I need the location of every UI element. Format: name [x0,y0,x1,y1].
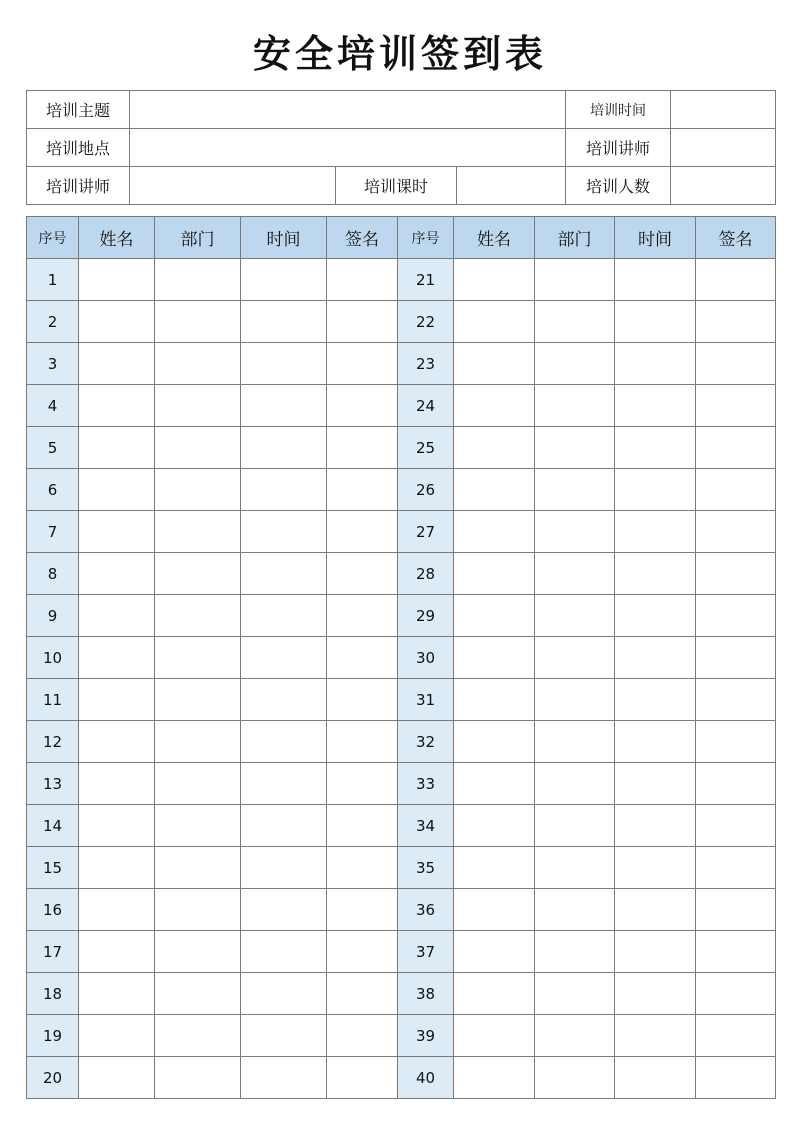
name-cell[interactable] [79,343,155,385]
table-row [27,343,776,385]
dept-cell[interactable] [535,931,615,973]
name-cell[interactable] [79,427,155,469]
name-cell[interactable] [454,637,535,679]
name-cell[interactable] [454,427,535,469]
time-cell[interactable] [241,385,327,427]
time-cell[interactable] [241,343,327,385]
sign-cell[interactable] [696,763,776,805]
header-name-left: 姓名 [79,217,155,259]
time-cell[interactable] [615,427,696,469]
dept-cell[interactable] [155,1015,241,1057]
sign-cell[interactable] [696,553,776,595]
time-cell[interactable] [615,595,696,637]
dept-cell[interactable] [535,1015,615,1057]
sign-cell[interactable] [696,301,776,343]
lecturer-value-field[interactable] [671,129,776,167]
seq-cell-left: 15 [27,847,79,889]
time-cell[interactable] [241,805,327,847]
dept-cell[interactable] [535,553,615,595]
time-cell[interactable] [615,553,696,595]
time-cell[interactable] [615,637,696,679]
seq-cell-left: 2 [27,301,79,343]
sign-cell[interactable] [327,511,398,553]
dept-cell[interactable] [535,679,615,721]
seq-cell-left: 6 [27,469,79,511]
time-cell[interactable] [241,679,327,721]
name-cell[interactable] [79,805,155,847]
topic-label: 培训主题 [27,91,130,129]
seq-cell-right: 21 [398,259,454,301]
sign-cell[interactable] [327,595,398,637]
table-row [27,679,776,721]
sign-cell[interactable] [327,553,398,595]
info-row-location [27,129,776,167]
table-row [27,931,776,973]
sign-cell[interactable] [327,259,398,301]
table-row [27,763,776,805]
time-label: 培训时间 [566,91,671,129]
table-row [27,595,776,637]
dept-cell[interactable] [155,595,241,637]
time-cell[interactable] [241,889,327,931]
sign-cell[interactable] [327,973,398,1015]
hours-value-field[interactable] [457,167,566,205]
seq-cell-right: 25 [398,427,454,469]
time-cell[interactable] [241,721,327,763]
dept-cell[interactable] [535,343,615,385]
dept-cell[interactable] [535,301,615,343]
topic-value-field[interactable] [130,91,566,129]
sign-cell[interactable] [696,511,776,553]
seq-cell-left: 8 [27,553,79,595]
table-row [27,553,776,595]
sign-cell[interactable] [696,385,776,427]
time-cell[interactable] [615,259,696,301]
seq-cell-left: 10 [27,637,79,679]
sign-cell[interactable] [696,427,776,469]
time-cell[interactable] [241,763,327,805]
dept-cell[interactable] [535,721,615,763]
time-cell[interactable] [241,553,327,595]
time-cell[interactable] [241,847,327,889]
dept-cell[interactable] [155,301,241,343]
sign-in-table [26,216,776,1099]
sign-cell[interactable] [327,637,398,679]
header-sign-left: 签名 [327,217,398,259]
table-row [27,721,776,763]
seq-cell-right: 40 [398,1057,454,1099]
name-cell[interactable] [454,385,535,427]
seq-cell-left: 3 [27,343,79,385]
dept-cell[interactable] [155,679,241,721]
time-cell[interactable] [241,469,327,511]
seq-cell-left: 4 [27,385,79,427]
sign-cell[interactable] [696,469,776,511]
sign-cell[interactable] [327,721,398,763]
sign-cell[interactable] [696,847,776,889]
seq-cell-right: 27 [398,511,454,553]
name-cell[interactable] [79,679,155,721]
dept-cell[interactable] [155,427,241,469]
time-cell[interactable] [615,385,696,427]
header-seq-right: 序号 [398,217,454,259]
sign-cell[interactable] [327,469,398,511]
time-cell[interactable] [615,889,696,931]
sign-table-body [27,259,776,1099]
sign-cell[interactable] [696,721,776,763]
time-value-field[interactable] [671,91,776,129]
dept-cell[interactable] [155,931,241,973]
table-row [27,637,776,679]
table-row [27,847,776,889]
header-dept-right: 部门 [535,217,615,259]
dept-cell[interactable] [155,973,241,1015]
training-info-table [26,90,776,205]
sign-cell[interactable] [327,1057,398,1099]
seq-cell-left: 20 [27,1057,79,1099]
sign-cell[interactable] [327,847,398,889]
sign-cell[interactable] [696,679,776,721]
table-row [27,259,776,301]
header-dept-left: 部门 [155,217,241,259]
table-row [27,427,776,469]
time-cell[interactable] [241,595,327,637]
name-cell[interactable] [79,721,155,763]
time-cell[interactable] [615,1015,696,1057]
dept-cell[interactable] [535,637,615,679]
table-row [27,301,776,343]
lecturer-value-field-2[interactable] [130,167,336,205]
name-cell[interactable] [454,805,535,847]
dept-cell[interactable] [535,889,615,931]
sign-cell[interactable] [327,805,398,847]
table-row [27,805,776,847]
sign-cell[interactable] [327,385,398,427]
name-cell[interactable] [454,595,535,637]
name-cell[interactable] [79,553,155,595]
name-cell[interactable] [454,301,535,343]
sign-cell[interactable] [696,805,776,847]
lecturer-label: 培训讲师 [566,129,671,167]
dept-cell[interactable] [155,721,241,763]
info-row-topic [27,91,776,129]
dept-cell[interactable] [155,889,241,931]
name-cell[interactable] [79,301,155,343]
dept-cell[interactable] [535,973,615,1015]
dept-cell[interactable] [535,385,615,427]
time-cell[interactable] [241,1015,327,1057]
seq-cell-right: 28 [398,553,454,595]
name-cell[interactable] [454,259,535,301]
seq-cell-left: 1 [27,259,79,301]
seq-cell-right: 30 [398,637,454,679]
name-cell[interactable] [454,553,535,595]
dept-cell[interactable] [535,427,615,469]
seq-cell-left: 9 [27,595,79,637]
name-cell[interactable] [454,763,535,805]
seq-cell-left: 5 [27,427,79,469]
sign-cell[interactable] [327,931,398,973]
name-cell[interactable] [454,1015,535,1057]
dept-cell[interactable] [535,595,615,637]
location-label: 培训地点 [27,129,130,167]
header-time-right: 时间 [615,217,696,259]
table-row [27,511,776,553]
seq-cell-right: 34 [398,805,454,847]
name-cell[interactable] [454,511,535,553]
table-row [27,1015,776,1057]
dept-cell[interactable] [535,805,615,847]
dept-cell[interactable] [155,469,241,511]
name-cell[interactable] [454,973,535,1015]
time-cell[interactable] [615,847,696,889]
name-cell[interactable] [79,511,155,553]
table-row [27,973,776,1015]
time-cell[interactable] [615,511,696,553]
seq-cell-left: 18 [27,973,79,1015]
name-cell[interactable] [454,889,535,931]
table-row [27,1057,776,1099]
name-cell[interactable] [454,931,535,973]
seq-cell-left: 16 [27,889,79,931]
dept-cell[interactable] [535,1057,615,1099]
time-cell[interactable] [615,805,696,847]
time-cell[interactable] [615,679,696,721]
time-cell[interactable] [615,763,696,805]
dept-cell[interactable] [535,259,615,301]
dept-cell[interactable] [155,763,241,805]
time-cell[interactable] [615,721,696,763]
time-cell[interactable] [241,301,327,343]
name-cell[interactable] [79,637,155,679]
seq-cell-left: 19 [27,1015,79,1057]
hours-label: 培训课时 [336,167,457,205]
sign-cell[interactable] [696,343,776,385]
time-cell[interactable] [241,511,327,553]
dept-cell[interactable] [155,259,241,301]
sign-cell[interactable] [696,637,776,679]
seq-cell-left: 11 [27,679,79,721]
name-cell[interactable] [454,847,535,889]
name-cell[interactable] [79,259,155,301]
dept-cell[interactable] [155,385,241,427]
sign-cell[interactable] [696,595,776,637]
seq-cell-right: 36 [398,889,454,931]
seq-cell-left: 14 [27,805,79,847]
seq-cell-right: 24 [398,385,454,427]
dept-cell[interactable] [535,763,615,805]
sign-cell[interactable] [696,931,776,973]
seq-cell-right: 37 [398,931,454,973]
dept-cell[interactable] [155,343,241,385]
table-header-row [27,217,776,259]
name-cell[interactable] [454,721,535,763]
seq-cell-right: 29 [398,595,454,637]
name-cell[interactable] [79,931,155,973]
name-cell[interactable] [454,469,535,511]
seq-cell-left: 13 [27,763,79,805]
dept-cell[interactable] [155,1057,241,1099]
seq-cell-right: 26 [398,469,454,511]
time-cell[interactable] [241,1057,327,1099]
table-row [27,385,776,427]
name-cell[interactable] [79,1015,155,1057]
sign-cell[interactable] [327,889,398,931]
dept-cell[interactable] [535,469,615,511]
sign-cell[interactable] [696,259,776,301]
time-cell[interactable] [241,427,327,469]
name-cell[interactable] [454,1057,535,1099]
name-cell[interactable] [454,679,535,721]
name-cell[interactable] [79,889,155,931]
count-label: 培训人数 [566,167,671,205]
time-cell[interactable] [615,1057,696,1099]
name-cell[interactable] [454,343,535,385]
time-cell[interactable] [615,301,696,343]
dept-cell[interactable] [535,511,615,553]
sign-cell[interactable] [327,343,398,385]
time-cell[interactable] [615,343,696,385]
dept-cell[interactable] [155,511,241,553]
time-cell[interactable] [615,973,696,1015]
name-cell[interactable] [79,847,155,889]
sign-cell[interactable] [696,889,776,931]
sign-cell[interactable] [327,301,398,343]
dept-cell[interactable] [155,637,241,679]
dept-cell[interactable] [155,805,241,847]
seq-cell-right: 31 [398,679,454,721]
seq-cell-right: 38 [398,973,454,1015]
lecturer-label-2: 培训讲师 [27,167,130,205]
name-cell[interactable] [79,469,155,511]
header-time-left: 时间 [241,217,327,259]
table-row [27,889,776,931]
time-cell[interactable] [241,931,327,973]
sign-cell[interactable] [327,679,398,721]
location-value-field[interactable] [130,129,566,167]
seq-cell-left: 17 [27,931,79,973]
seq-cell-left: 12 [27,721,79,763]
seq-cell-right: 39 [398,1015,454,1057]
count-value-field[interactable] [671,167,776,205]
seq-cell-right: 22 [398,301,454,343]
dept-cell[interactable] [535,847,615,889]
time-cell[interactable] [615,469,696,511]
sign-cell[interactable] [696,1015,776,1057]
time-cell[interactable] [241,637,327,679]
sign-cell[interactable] [696,1057,776,1099]
sign-cell[interactable] [327,763,398,805]
seq-cell-right: 35 [398,847,454,889]
seq-cell-right: 33 [398,763,454,805]
sign-cell[interactable] [696,973,776,1015]
name-cell[interactable] [79,973,155,1015]
info-row-lecturer [27,167,776,205]
time-cell[interactable] [615,931,696,973]
page-title: 安全培训签到表 [252,32,547,76]
header-sign-right: 签名 [696,217,776,259]
sign-cell[interactable] [327,427,398,469]
sign-cell[interactable] [327,1015,398,1057]
header-seq-left: 序号 [27,217,79,259]
seq-cell-left: 7 [27,511,79,553]
seq-cell-right: 32 [398,721,454,763]
time-cell[interactable] [241,259,327,301]
name-cell[interactable] [79,385,155,427]
name-cell[interactable] [79,1057,155,1099]
name-cell[interactable] [79,595,155,637]
name-cell[interactable] [79,763,155,805]
dept-cell[interactable] [155,553,241,595]
time-cell[interactable] [241,973,327,1015]
header-name-right: 姓名 [454,217,535,259]
table-row [27,469,776,511]
dept-cell[interactable] [155,847,241,889]
seq-cell-right: 23 [398,343,454,385]
